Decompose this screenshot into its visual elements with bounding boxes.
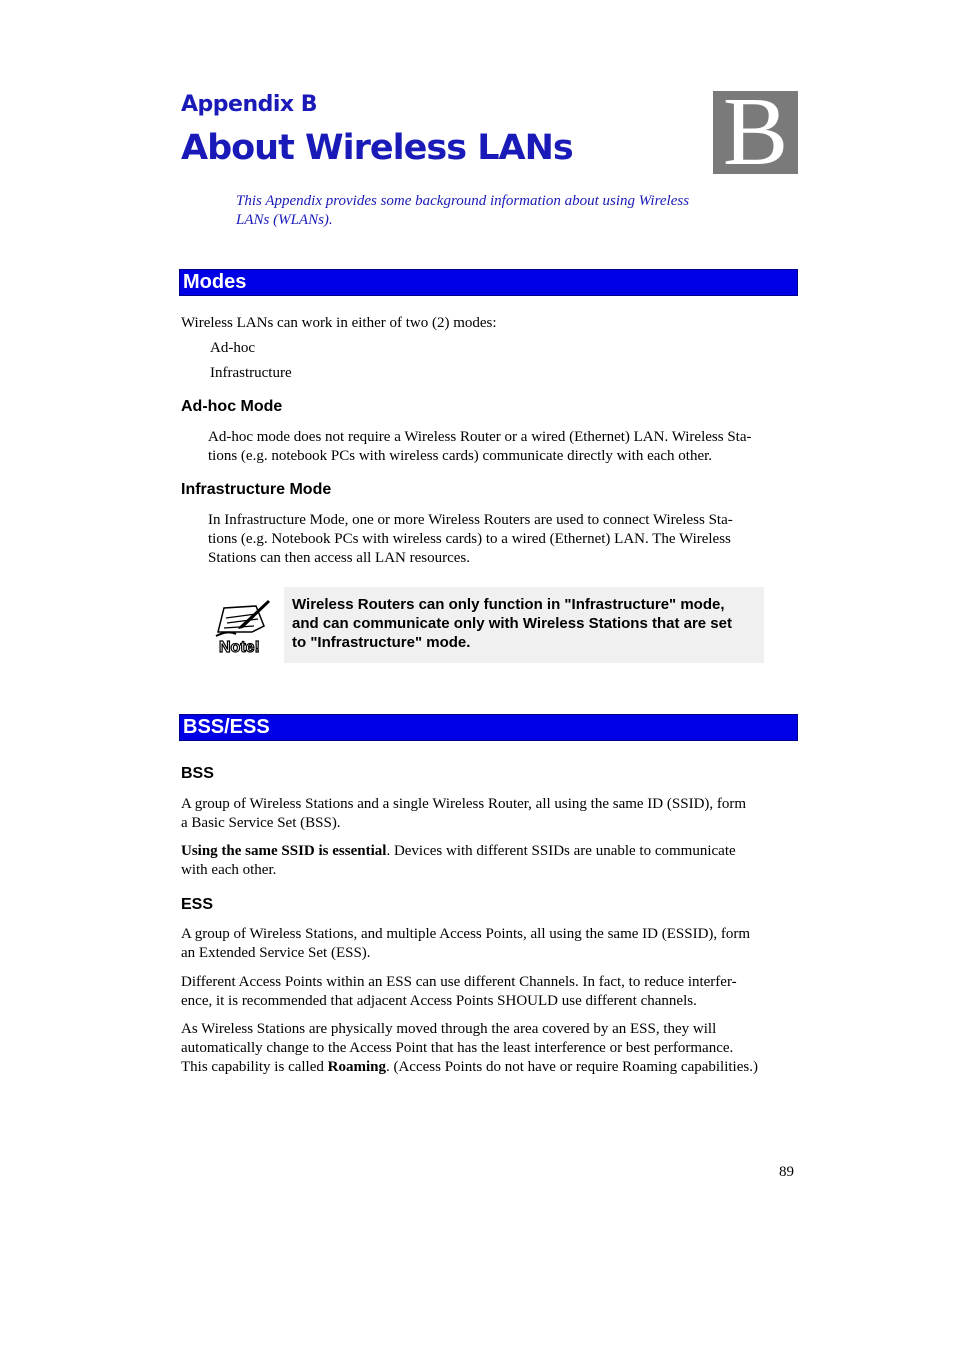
paragraph-line: Stations can then access all LAN resources.	[208, 550, 470, 566]
paragraph-line: automatically change to the Access Point that has the least interference or best performance.	[181, 1040, 734, 1056]
infrastructure-paragraph	[208, 511, 798, 568]
paragraph-line: In Infrastructure Mode, one or more Wireless Routers are used to connect Wireless Sta-	[208, 512, 733, 528]
page-number: 89	[779, 1164, 794, 1180]
section-heading-label: Modes	[183, 271, 247, 293]
paragraph-line: A group of Wireless Stations, and multiple Access Points, all using the same ID (ESSID), form	[181, 926, 751, 942]
paragraph-line: an Extended Service Set (ESS).	[181, 945, 371, 961]
paragraph-line: As Wireless Stations are physically moved through the area covered by an ESS, they will	[181, 1021, 717, 1037]
ess-paragraph-3	[181, 1020, 811, 1077]
ess-paragraph-1	[181, 925, 801, 963]
paragraph-line: Different Access Points within an ESS can use different Channels. In fact, to reduce interfer-	[181, 974, 737, 990]
paragraph-line: tions (e.g. Notebook PCs with wireless cards) to a wired (Ethernet) LAN. The Wireless	[208, 531, 731, 547]
ess-paragraph-2	[181, 973, 801, 1011]
section-heading-modes	[179, 269, 798, 296]
paragraph-line: Ad-hoc mode does not require a Wireless Router or a wired (Ethernet) LAN. Wireless Sta-	[208, 429, 752, 445]
paragraph-line: This capability is called Roaming. (Access Points do not have or require Roaming capabilities.)	[181, 1059, 758, 1075]
intro-text	[236, 192, 736, 230]
page-title: About Wireless LANs	[181, 128, 573, 168]
note-text	[292, 595, 767, 652]
paragraph-line: with each other.	[181, 862, 277, 878]
note-line: to "Infrastructure" mode.	[292, 634, 471, 651]
paragraph-line: tions (e.g. notebook PCs with wireless cards) communicate directly with each other.	[208, 448, 713, 464]
note-line: Wireless Routers can only function in "Infrastructure" mode,	[292, 596, 725, 613]
subheading-adhoc-mode: Ad-hoc Mode	[181, 398, 283, 415]
bold-emphasis: Roaming	[327, 1059, 386, 1075]
paragraph-line: ence, it is recommended that adjacent Access Points SHOULD use different channels.	[181, 993, 697, 1009]
note-line: and can communicate only with Wireless Stations that are set	[292, 615, 732, 632]
bold-emphasis: Using the same SSID is essential	[181, 843, 387, 859]
note-icon-label: Note!	[219, 639, 260, 656]
section-heading-label: BSS/ESS	[183, 716, 270, 738]
modes-intro: Wireless LANs can work in either of two (2) modes:	[181, 315, 497, 331]
appendix-letter-block: B	[713, 91, 798, 174]
list-item: Infrastructure	[210, 365, 292, 381]
intro-line: LANs (WLANs).	[236, 212, 333, 228]
subheading-infrastructure-mode: Infrastructure Mode	[181, 481, 332, 498]
list-item: Ad-hoc	[210, 340, 255, 356]
note-pencil-icon	[212, 596, 272, 656]
subheading-bss: BSS	[181, 765, 214, 782]
section-heading-bss-ess	[179, 714, 798, 741]
subheading-ess: ESS	[181, 896, 214, 913]
adhoc-paragraph	[208, 428, 798, 466]
paragraph-line: a Basic Service Set (BSS).	[181, 815, 341, 831]
paragraph-line: A group of Wireless Stations and a single Wireless Router, all using the same ID (SSID), form	[181, 796, 747, 812]
bss-paragraph-1	[181, 795, 801, 833]
bss-paragraph-2	[181, 842, 801, 880]
intro-line: This Appendix provides some background information about using Wireless	[236, 193, 690, 209]
paragraph-line: Using the same SSID is essential. Devices with different SSIDs are unable to communicate	[181, 843, 736, 859]
appendix-label: Appendix B	[181, 92, 318, 117]
